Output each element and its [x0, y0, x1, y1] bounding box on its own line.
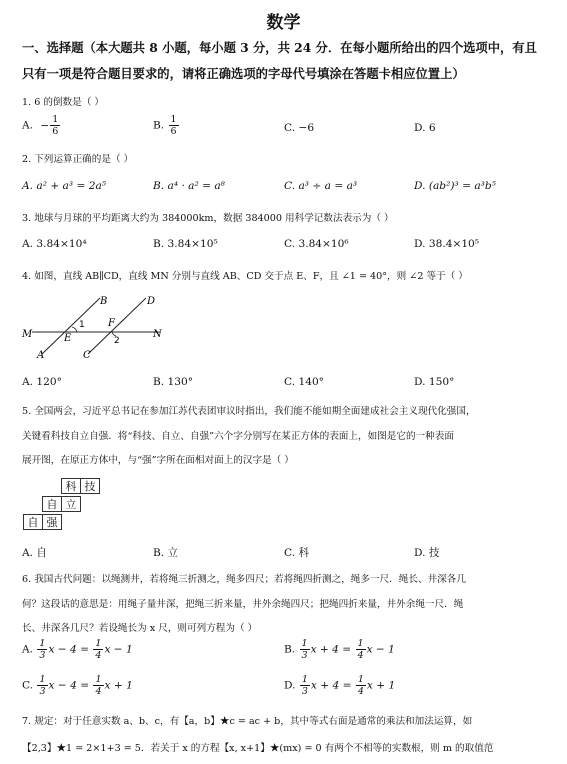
q2-option-d: D. (ab²)³ = a³b⁵	[414, 180, 496, 192]
page-title: 数学	[266, 13, 301, 33]
line-ab	[42, 298, 100, 354]
q6-b-frac-2	[356, 638, 366, 661]
question-7-line1: 7. 规定：对于任意实数 a、b、c，有【a，b】★c = ac + b，其中等式右面是通常的乘法和加法运算，如	[22, 716, 473, 727]
q2-option-a: A. a² + a³ = 2a⁵	[22, 180, 107, 192]
q6-d-frac-2-den: 4	[357, 686, 364, 697]
q6-a-frac-2-num: 1	[95, 638, 102, 649]
q6-c-left: x − 4 =	[48, 679, 90, 692]
q6-c-frac-2-num: 1	[95, 674, 102, 685]
question-5-line3: 展开图，在原正方体中，与“强”字所在面相对面上的汉字是（ ）	[22, 455, 294, 466]
q6-c-frac-2-den: 4	[95, 686, 102, 697]
q6-b-frac-1-num: 1	[301, 638, 308, 649]
q6-b-label: B.	[284, 643, 296, 656]
q1-b-fraction	[169, 114, 179, 137]
q6-a-frac-1	[37, 638, 47, 661]
net-cell-ke: 科	[61, 478, 81, 494]
q6-d-label: D.	[284, 679, 296, 692]
net-cell-li: 立	[61, 496, 81, 512]
q6-c-frac-1-num: 1	[39, 674, 46, 685]
q5-option-b: B. 立	[153, 547, 179, 559]
q1-a-numerator: 1	[52, 114, 59, 125]
question-6-line2: 何？这段话的意思是：用绳子量井深，把绳三折来量，井外余绳四尺；把绳四折来量，井外余绳一尺．绳	[22, 599, 464, 610]
q6-b-frac-2-num: 1	[357, 638, 364, 649]
q6-a-frac-2	[93, 638, 103, 661]
q3-option-b: B. 3.84×10⁵	[153, 238, 218, 250]
q6-d-frac-2-num: 1	[357, 674, 364, 685]
q6-a-label: A.	[22, 643, 34, 656]
angle-1-label: 1	[79, 320, 85, 330]
q6-c-right: x + 1	[104, 679, 133, 692]
q6-a-frac-1-num: 1	[39, 638, 46, 649]
section-heading-line1: 一、选择题（本大题共 8 小题，每小题 3 分，共 24 分．在每小题所给出的四个选项中，有且	[22, 40, 537, 55]
q6-a-right: x − 1	[104, 643, 133, 656]
q6-d-right: x + 1	[366, 679, 396, 692]
q4-option-b: B. 130°	[153, 376, 194, 388]
q3-option-a: A. 3.84×10⁴	[22, 238, 87, 250]
question-7-line2: 【2,3】★1 = 2×1+3 = 5．若关于 x 的方程【x, x+1】★(mx) = 0 有两个不相等的实数根，则 m 的取值范	[22, 743, 494, 754]
q1-a-label: A.	[22, 119, 34, 132]
question-1-stem: 1. 6 的倒数是（ ）	[22, 97, 104, 108]
q6-b-frac-2-den: 4	[357, 650, 364, 661]
angle-2-label: 2	[114, 336, 120, 346]
angle-2-arc	[112, 332, 116, 336]
q6-b-right: x − 1	[366, 643, 395, 656]
q6-a-frac-2-den: 4	[95, 650, 102, 661]
question-6-line1: 6. 我国古代问题：以绳测井，若将绳三折测之，绳多四尺；若将绳四折测之，绳多一尺．绳长、井深各几	[22, 574, 466, 585]
q1-a-denominator: 6	[52, 126, 59, 137]
label-c: C	[83, 350, 91, 361]
q1-option-a	[22, 114, 61, 137]
q6-d-left: x + 4 =	[310, 679, 352, 692]
q1-b-label: B.	[153, 119, 165, 132]
q2-option-c: C. a³ ÷ a = a³	[284, 180, 358, 192]
q4-figure	[20, 292, 170, 364]
q1-option-b	[153, 114, 180, 137]
section-heading-line2: 只有一项是符合题目要求的，请将正确选项的字母代号填涂在答题卡相应位置上）	[22, 66, 465, 81]
q6-d-frac-1-num: 1	[301, 674, 308, 685]
q6-c-frac-2	[93, 674, 103, 697]
q4-option-a: A. 120°	[22, 376, 62, 388]
q6-d-frac-1	[300, 674, 310, 697]
q1-b-numerator: 1	[170, 114, 177, 125]
q6-d-frac-2	[356, 674, 366, 697]
net-cell-ji: 技	[80, 478, 100, 494]
q1-a-fraction	[50, 114, 60, 137]
q4-option-c: C. 140°	[284, 376, 324, 388]
q1-b-denominator: 6	[170, 126, 177, 137]
net-cell-qiang: 强	[42, 514, 62, 530]
question-4-stem: 4. 如图，直线 AB∥CD，直线 MN 分别与直线 AB、CD 交于点 E、F，且 ∠1 = 40°，则 ∠2 等于（ ）	[22, 271, 468, 282]
question-6-line3: 长、井深各几尺？若设绳长为 x 尺，则可列方程为（ ）	[22, 623, 258, 634]
q6-b-frac-1	[300, 638, 310, 661]
q6-c-frac-1-den: 3	[39, 686, 46, 697]
q4-option-d: D. 150°	[414, 376, 455, 388]
q6-option-c	[22, 674, 133, 697]
q5-option-c: C. 科	[284, 547, 310, 559]
question-2-stem: 2. 下列运算正确的是（ ）	[22, 154, 134, 165]
q5-option-a: A. 自	[22, 547, 47, 559]
label-d: D	[147, 296, 156, 307]
question-3-stem: 3. 地球与月球的平均距离大约为 384000km，数据 384000 用科学记数法表示为（ ）	[22, 213, 394, 224]
q3-option-c: C. 3.84×10⁶	[284, 238, 349, 250]
q6-a-left: x − 4 =	[48, 643, 90, 656]
q2-option-b: B. a⁴ · a² = a⁸	[153, 180, 225, 192]
angle-1-arc	[72, 327, 77, 332]
q6-option-d	[284, 674, 395, 697]
label-e: E	[64, 333, 72, 344]
q5-option-d: D. 技	[414, 547, 440, 559]
label-a: A	[37, 350, 45, 361]
label-f: F	[108, 318, 115, 329]
q6-option-b	[284, 638, 395, 661]
q6-option-a	[22, 638, 133, 661]
question-5-line1: 5. 全国两会，习近平总书记在参加江苏代表团审议时指出，我们能不能如期全面建成社会主义现代化强国，	[22, 406, 476, 417]
q6-b-left: x + 4 =	[310, 643, 352, 656]
label-n: N	[153, 329, 162, 340]
net-cell-zi-1: 自	[42, 496, 62, 512]
q6-b-frac-1-den: 3	[301, 650, 308, 661]
label-b: B	[100, 296, 108, 307]
q1-option-d: D. 6	[414, 122, 436, 134]
q6-c-label: C.	[22, 679, 34, 692]
q1-option-c: C. −6	[284, 122, 315, 134]
net-cell-zi-2: 自	[23, 514, 43, 530]
label-m: M	[22, 329, 33, 340]
question-5-line2: 关键看科技自立自强．将“科技、自立、自强”六个字分别写在某正方体的表面上，如图是它的一种表面	[22, 431, 454, 442]
q1-a-sign: −	[40, 119, 50, 132]
q6-d-frac-1-den: 3	[301, 686, 308, 697]
q3-option-d: D. 38.4×10⁵	[414, 238, 480, 250]
q6-c-frac-1	[37, 674, 47, 697]
q6-a-frac-1-den: 3	[39, 650, 46, 661]
